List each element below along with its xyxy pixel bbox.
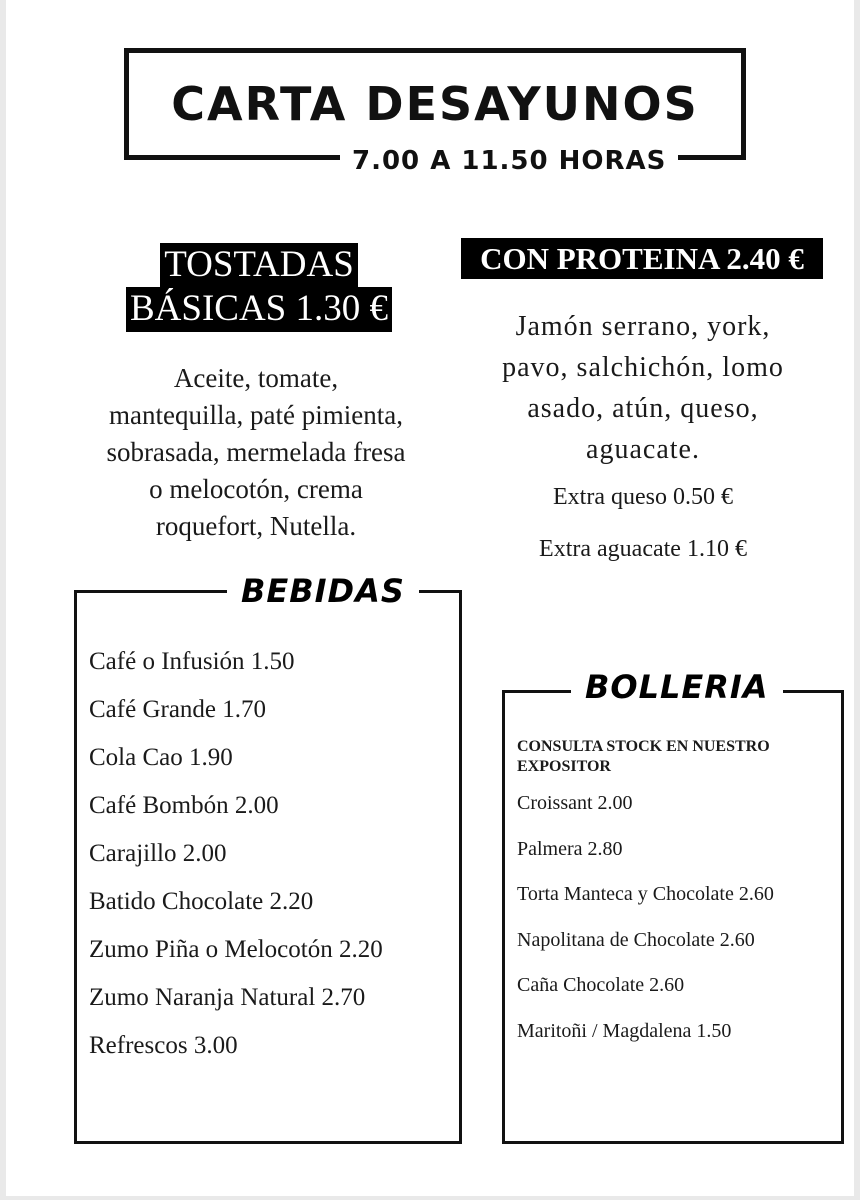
- bolleria-heading: BOLLERIA: [571, 667, 783, 707]
- title-box: [124, 48, 746, 160]
- bebida-item: Zumo Naranja Natural 2.70: [89, 984, 366, 1011]
- bebida-item: Batido Chocolate 2.20: [89, 888, 314, 915]
- bebidas-heading: BEBIDAS: [227, 571, 419, 611]
- proteina-desc-line: aguacate.: [586, 434, 700, 465]
- stock-note: [517, 737, 837, 777]
- proteina-desc-line: pavo, salchichón, lomo: [502, 352, 784, 383]
- bebida-item: Café Grande 1.70: [89, 696, 267, 723]
- tostadas-desc-line: Aceite, tomate,: [173, 363, 339, 393]
- bolleria-item: Palmera 2.80: [517, 837, 623, 860]
- bebida-item: Carajillo 2.00: [89, 840, 227, 867]
- stock-note-line: EXPOSITOR: [517, 758, 611, 775]
- menu-title: CARTA DESAYUNOS: [171, 77, 699, 131]
- bolleria-list: [517, 791, 774, 1064]
- tostadas-heading: [124, 243, 394, 332]
- bebida-item: Cola Cao 1.90: [89, 744, 233, 771]
- tostadas-desc-line: sobrasada, mermelada fresa: [106, 437, 406, 467]
- menu-page: [6, 0, 854, 1196]
- tostadas-desc-line: roquefort, Nutella.: [155, 511, 357, 541]
- bolleria-item: Maritoñi / Magdalena 1.50: [517, 1019, 732, 1042]
- tostadas-desc-line: mantequilla, paté pimienta,: [109, 400, 403, 430]
- proteina-heading: [461, 238, 823, 282]
- bebida-item: Refrescos 3.00: [89, 1032, 238, 1059]
- extra-queso: Extra queso 0.50 €: [553, 484, 733, 510]
- bebidas-box: [74, 572, 462, 1144]
- bolleria-item: Torta Manteca y Chocolate 2.60: [517, 883, 774, 905]
- bolleria-box: [502, 668, 844, 1144]
- tostadas-description: [56, 360, 456, 545]
- extra-aguacate: Extra aguacate 1.10 €: [539, 536, 747, 562]
- tostadas-heading-line1: TOSTADAS: [160, 243, 358, 287]
- proteina-desc-line: Jamón serrano, york,: [515, 311, 771, 342]
- proteina-heading-label: CON PROTEINA 2.40 €: [461, 238, 823, 279]
- opening-hours: 7.00 A 11.50 HORAS: [340, 146, 678, 176]
- bebida-item: Café Bombón 2.00: [89, 792, 279, 819]
- bolleria-item: Napolitana de Chocolate 2.60: [517, 928, 755, 951]
- bolleria-item: Croissant 2.00: [517, 792, 633, 814]
- bebida-item: Zumo Piña o Melocotón 2.20: [89, 936, 383, 963]
- proteina-desc-line: asado, atún, queso,: [527, 393, 759, 424]
- tostadas-desc-line: o melocotón, crema: [149, 474, 363, 504]
- tostadas-heading-line2: BÁSICAS 1.30 €: [126, 287, 392, 331]
- proteina-description: [462, 306, 824, 470]
- bebida-item: Café o Infusión 1.50: [89, 648, 295, 675]
- stock-note-line: CONSULTA STOCK EN NUESTRO: [517, 738, 770, 755]
- bebidas-list: [89, 647, 383, 1079]
- bolleria-item: Caña Chocolate 2.60: [517, 974, 685, 996]
